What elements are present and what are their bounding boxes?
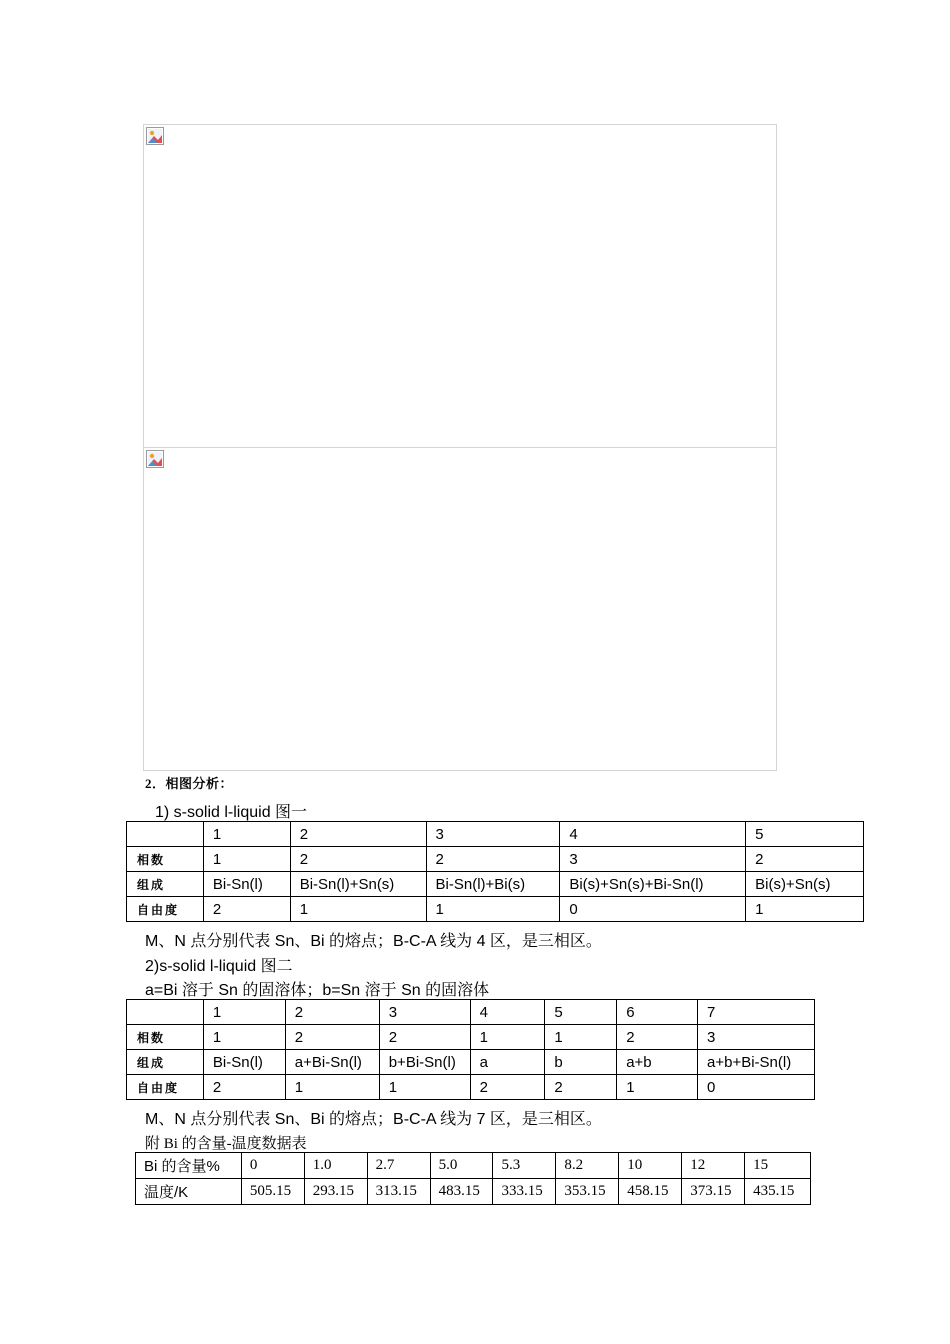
table-cell: 2: [285, 1025, 379, 1050]
table-cell: Bi-Sn(l): [203, 872, 290, 897]
table-cell: 2: [545, 1075, 617, 1100]
figure-1-image: [143, 124, 777, 448]
table-cell: 3: [426, 822, 560, 847]
table-row: [127, 872, 864, 897]
table-cell: b+Bi-Sn(l): [379, 1050, 470, 1075]
table-cell: 5: [545, 1000, 617, 1025]
table-cell: 8.2: [556, 1153, 619, 1179]
table-cell: 1: [426, 897, 560, 922]
table-cell: 0: [560, 897, 746, 922]
table-cell: 293.15: [304, 1179, 367, 1205]
fig1-note: M、N 点分别代表 Sn、Bi 的熔点；B-C-A 线为 4 区，是三相区。: [145, 933, 602, 950]
table-cell: 1: [290, 897, 426, 922]
table-cell: 483.15: [430, 1179, 493, 1205]
section-title: 2．相图分析：: [145, 776, 234, 791]
table-cell: a: [470, 1050, 545, 1075]
table-cell: 0: [241, 1153, 304, 1179]
table-cell: 1: [203, 822, 290, 847]
table-row: [127, 897, 864, 922]
table-cell: 313.15: [367, 1179, 430, 1205]
table-cell: 1: [545, 1025, 617, 1050]
table-cell: b: [545, 1050, 617, 1075]
broken-image-icon: [146, 450, 164, 468]
figure-2-image: [143, 447, 777, 771]
table-cell: 2: [290, 847, 426, 872]
table-cell: Bi(s)+Sn(s)+Bi-Sn(l): [560, 872, 746, 897]
table-cell: 12: [682, 1153, 745, 1179]
table-cell: 0: [698, 1075, 815, 1100]
table-cell: 7: [698, 1000, 815, 1025]
table-cell: 1: [470, 1025, 545, 1050]
table-cell: 2.7: [367, 1153, 430, 1179]
table-cell: 333.15: [493, 1179, 556, 1205]
appendix-title: 附 Bi 的含量-温度数据表: [145, 1136, 307, 1152]
row-header: 自由度: [127, 1075, 204, 1100]
table-cell: 1.0: [304, 1153, 367, 1179]
table-cell: a+b+Bi-Sn(l): [698, 1050, 815, 1075]
table-cell: 1: [379, 1075, 470, 1100]
table-cell: 2: [285, 1000, 379, 1025]
bi-temperature-table: [135, 1152, 811, 1205]
table-cell: a+Bi-Sn(l): [285, 1050, 379, 1075]
table-cell: 353.15: [556, 1179, 619, 1205]
table-cell: 10: [619, 1153, 682, 1179]
table-cell: Bi(s)+Sn(s): [746, 872, 864, 897]
table-cell: 1: [746, 897, 864, 922]
table-cell: 4: [560, 822, 746, 847]
table-cell: 2: [617, 1025, 698, 1050]
fig2-note: M、N 点分别代表 Sn、Bi 的熔点；B-C-A 线为 7 区，是三相区。: [145, 1111, 602, 1128]
table-cell: 2: [290, 822, 426, 847]
table-cell: 6: [617, 1000, 698, 1025]
table-cell: 1: [203, 1000, 285, 1025]
table-row: [127, 1050, 815, 1075]
table-cell: 2: [203, 1075, 285, 1100]
table-cell: 2: [203, 897, 290, 922]
table-row: [136, 1153, 811, 1179]
table-cell: 3: [698, 1025, 815, 1050]
row-header: 组成: [127, 872, 204, 897]
table-cell: 3: [379, 1000, 470, 1025]
table-cell: 1: [285, 1075, 379, 1100]
row-header: 组成: [127, 1050, 204, 1075]
table-cell: 2: [470, 1075, 545, 1100]
table-cell: Bi-Sn(l): [203, 1050, 285, 1075]
table-cell: 3: [560, 847, 746, 872]
table-cell: 4: [470, 1000, 545, 1025]
fig1-heading: 1) s-solid l-liquid 图一: [155, 804, 308, 821]
table-cell: 458.15: [619, 1179, 682, 1205]
table-cell: 2: [379, 1025, 470, 1050]
table-header-row: [127, 822, 864, 847]
table-row: [127, 1025, 815, 1050]
row-header: 自由度: [127, 897, 204, 922]
table-cell: 2: [746, 847, 864, 872]
table-cell: 2: [426, 847, 560, 872]
row-header: Bi 的含量%: [136, 1153, 242, 1179]
table-cell: 1: [203, 1025, 285, 1050]
table-cell: 1: [617, 1075, 698, 1100]
row-header: 温度/K: [136, 1179, 242, 1205]
table-row: [136, 1179, 811, 1205]
table-cell: 1: [203, 847, 290, 872]
table-cell: 373.15: [682, 1179, 745, 1205]
table-cell: 5: [746, 822, 864, 847]
row-header: 相数: [127, 1025, 204, 1050]
table-cell: 5.3: [493, 1153, 556, 1179]
row-header: 相数: [127, 847, 204, 872]
table-cell: a+b: [617, 1050, 698, 1075]
table-row: [127, 1075, 815, 1100]
fig2-subheading: a=Bi 溶于 Sn 的固溶体；b=Sn 溶于 Sn 的固溶体: [145, 982, 490, 999]
fig2-phase-table: [126, 999, 815, 1100]
table-cell: [127, 822, 204, 847]
fig1-phase-table: [126, 821, 864, 922]
fig2-heading: 2)s-solid l-liquid 图二: [145, 958, 293, 975]
broken-image-icon: [146, 127, 164, 145]
table-cell: 15: [745, 1153, 811, 1179]
table-header-row: [127, 1000, 815, 1025]
table-cell: [127, 1000, 204, 1025]
table-row: [127, 847, 864, 872]
table-cell: Bi-Sn(l)+Bi(s): [426, 872, 560, 897]
table-cell: 5.0: [430, 1153, 493, 1179]
table-cell: 505.15: [241, 1179, 304, 1205]
table-cell: 435.15: [745, 1179, 811, 1205]
table-cell: Bi-Sn(l)+Sn(s): [290, 872, 426, 897]
